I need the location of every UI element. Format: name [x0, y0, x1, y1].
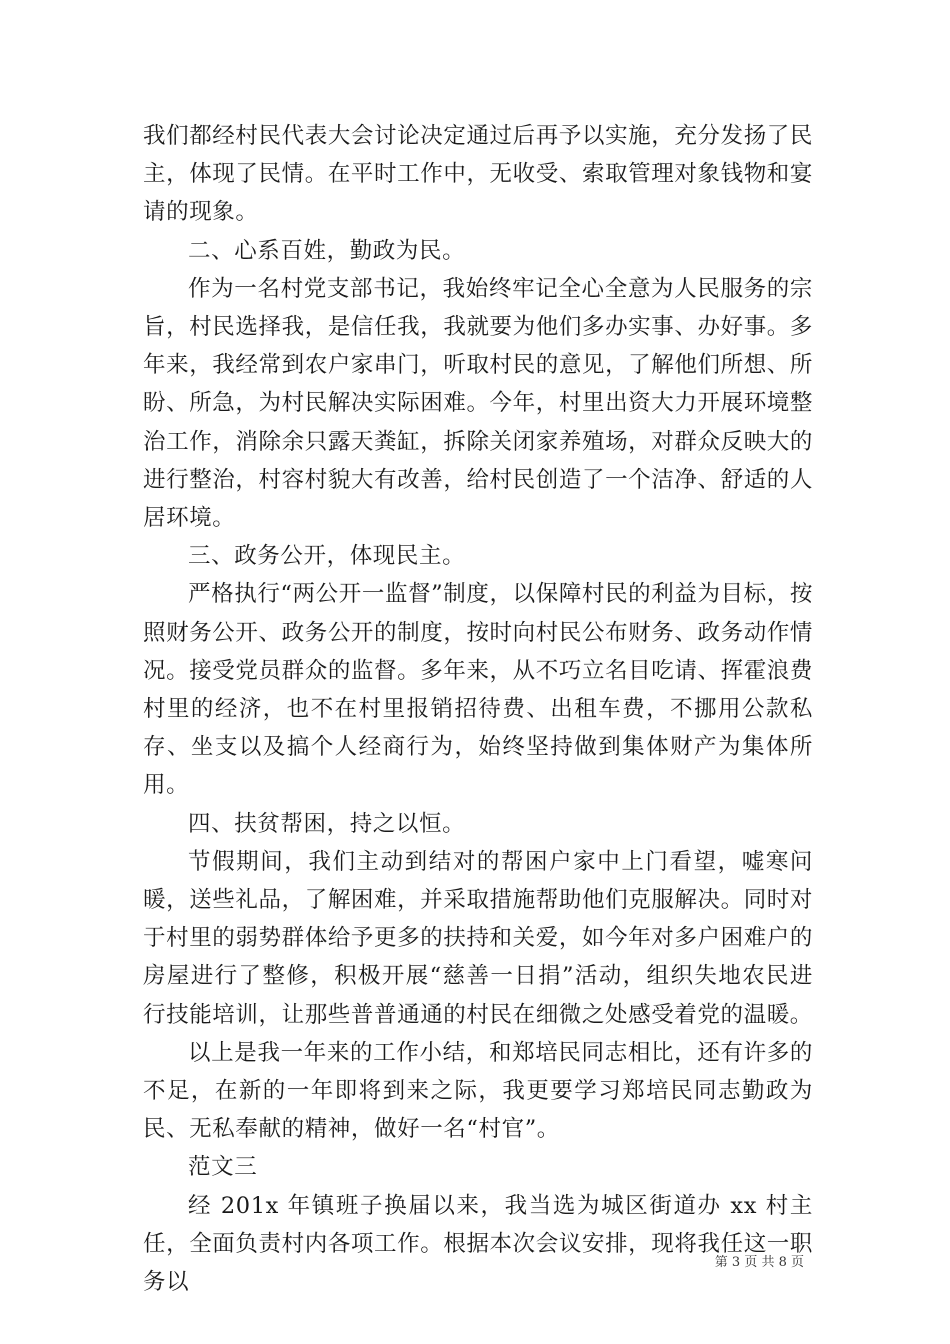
- section-heading-4: 四、扶贫帮困，持之以恒。: [188, 810, 466, 837]
- paragraph-1: 我们都经村民代表大会讨论决定通过后再予以实施，充分发扬了民主，体现了民情。在平时工作中，无收受、索取管理对象钱物和宴请的现象。: [143, 123, 813, 226]
- section-heading-2: 二、心系百姓，勤政为民。: [188, 237, 466, 264]
- paragraph-3: 严格执行“两公开一监督”制度，以保障村民的利益为目标，按照财务公开、政务公开的制度，按时向村民公布财务、政务动作情况。接受党员群众的监督。多年来，从不巧立名目吃请、挥霍浪费村里的经济，也不在村里报销招待费、出租车费，不挪用公款私存、坐支以及搞个人经商行为，始终坚持做到集体财产为集体所用。: [143, 581, 813, 799]
- paragraph-5: 以上是我一年来的工作小结，和郑培民同志相比，还有许多的不足，在新的一年即将到来之际，我更要学习郑培民同志勤政为民、无私奉献的精神，做好一名“村官”。: [143, 1039, 813, 1143]
- page-number: 第 3 页 共 8 页: [714, 1255, 804, 1270]
- sample-title: 范文三: [188, 1154, 258, 1181]
- document-body: [143, 117, 813, 1301]
- paragraph-4: 节假期间，我们主动到结对的帮困户家中上门看望，嘘寒问暖，送些礼品，了解困难，并采取措施帮助他们克服解决。同时对于村里的弱势群体给予更多的扶持和关爱，如今年对多户困难户的房屋进行了整修，积极开展“慈善一日捐”活动，组织失地农民进行技能培训，让那些普普通通的村民在细微之处感受着党的温暖。: [143, 848, 813, 1028]
- paragraph-2: 作为一名村党支部书记，我始终牢记全心全意为人民服务的宗旨，村民选择我，是信任我，我就要为他们多办实事、办好事。多年来，我经常到农户家串门，听取村民的意见，了解他们所想、所盼、所急，为村民解决实际困难。今年，村里出资大力开展环境整治工作，消除余只露天粪缸，拆除关闭家养殖场，对群众反映大的进行整治，村容村貌大有改善，给村民创造了一个洁净、舒适的人居环境。: [143, 275, 813, 532]
- paragraph-6: 经 201x 年镇班子换届以来，我当选为城区街道办 xx 村主任，全面负责村内各项工作。根据本次会议安排，现将我任这一职务以: [143, 1192, 813, 1296]
- section-heading-3: 三、政务公开，体现民主。: [188, 543, 466, 570]
